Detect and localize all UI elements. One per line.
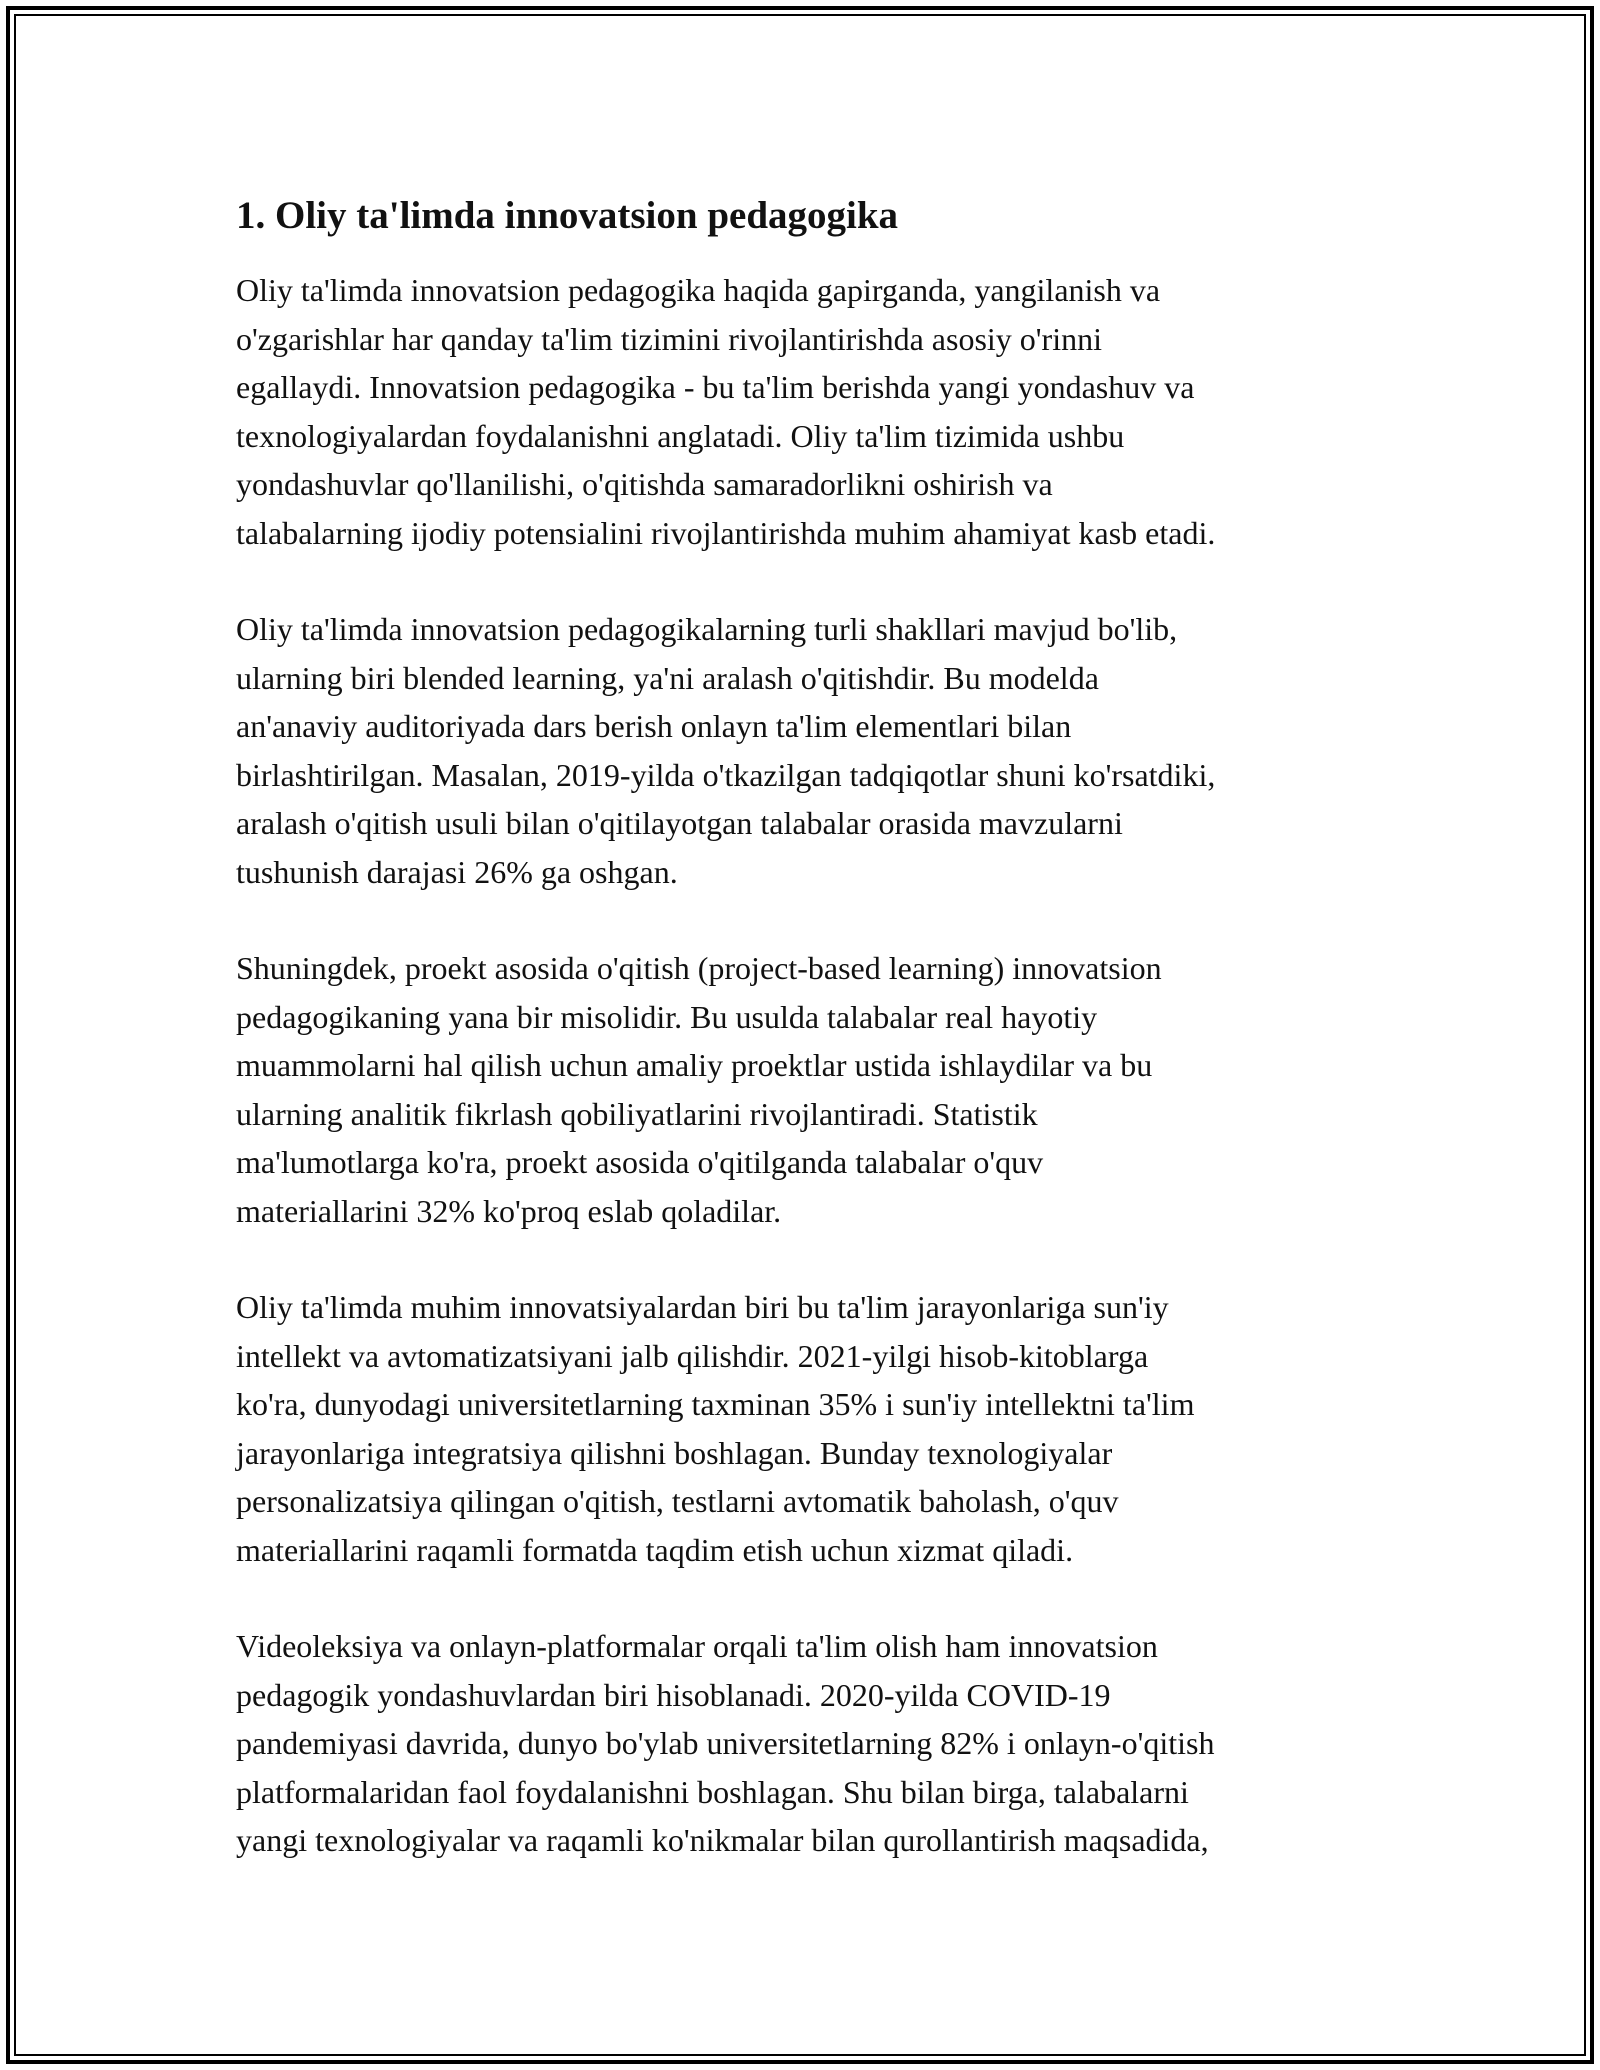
text-line: pedagogik yondashuvlardan biri hisoblanadi. 2020-yilda COVID-19 xyxy=(236,1676,1111,1713)
paragraph-list xyxy=(236,266,1386,1865)
text-line: ularning analitik fikrlash qobiliyatlarini rivojlantiradi. Statistik xyxy=(236,1095,1038,1132)
text-line: materiallarini 32% ko'proq eslab qoladilar. xyxy=(236,1192,782,1229)
text-line: intellekt va avtomatizatsiyani jalb qilishdir. 2021-yilgi hisob-kitoblarga xyxy=(236,1337,1149,1374)
text-line: pandemiyasi davrida, dunyo bo'ylab universitetlarning 82% i onlayn-o'qitish xyxy=(236,1725,1215,1761)
text-line: jarayonlariga integratsiya qilishni boshlagan. Bunday texnologiyalar xyxy=(236,1434,1113,1471)
paragraph xyxy=(236,266,1386,557)
text-line: birlashtirilgan. Masalan, 2019-yilda o'tkazilgan tadqiqotlar shuni ko'rsatdiki, xyxy=(236,756,1216,793)
text-line: aralash o'qitish usuli bilan o'qitilayotgan talabalar orasida mavzularni xyxy=(236,805,1123,841)
text-line: muammolarni hal qilish uchun amaliy proektlar ustida ishlaydilar va bu xyxy=(236,1047,1153,1083)
paragraph xyxy=(236,1622,1386,1865)
section-heading: 1. Oliy ta'limda innovatsion pedagogika xyxy=(236,194,899,237)
paragraph xyxy=(236,944,1386,1235)
text-line: Oliy ta'limda innovatsion pedagogika haqida gapirganda, yangilanish va xyxy=(236,272,1161,308)
text-line: Videoleksiya va onlayn-platformalar orqali ta'lim olish ham innovatsion xyxy=(236,1628,1158,1664)
text-line: platformalaridan faol foydalanishni boshlagan. Shu bilan birga, talabalarni xyxy=(236,1773,1189,1810)
paragraph xyxy=(236,1283,1386,1574)
text-line: ularning biri blended learning, ya'ni aralash o'qitishdir. Bu modelda xyxy=(236,659,1099,696)
text-line: o'zgarishlar har qanday ta'lim tizimini rivojlantirishda asosiy o'rinni xyxy=(236,320,1102,357)
text-line: pedagogikaning yana bir misolidir. Bu usulda talabalar real hayotiy xyxy=(236,998,1098,1035)
text-line: yangi texnologiyalar va raqamli ko'nikmalar bilan qurollantirish maqsadida, xyxy=(236,1822,1209,1858)
text-line: personalizatsiya qilingan o'qitish, testlarni avtomatik baholash, o'quv xyxy=(236,1483,1119,1519)
text-line: ma'lumotlarga ko'ra, proekt asosida o'qitilganda talabalar o'quv xyxy=(236,1144,1044,1180)
text-line: ko'ra, dunyodagi universitetlarning taxminan 35% i sun'iy intellektni ta'lim xyxy=(236,1386,1195,1422)
text-line: materiallarini raqamli formatda taqdim etish uchun xizmat qiladi. xyxy=(236,1531,1074,1568)
text-line: egallaydi. Innovatsion pedagogika - bu ta'lim berishda yangi yondashuv va xyxy=(236,369,1195,405)
text-line: yondashuvlar qo'llanilishi, o'qitishda samaradorlikni oshirish va xyxy=(236,466,1053,502)
text-line: tushunish darajasi 26% ga oshgan. xyxy=(236,853,678,890)
text-line: texnologiyalardan foydalanishni anglatadi. Oliy ta'lim tizimida ushbu xyxy=(236,417,1125,454)
text-line: Oliy ta'limda innovatsion pedagogikalarning turli shakllari mavjud bo'lib, xyxy=(236,611,1178,647)
document-body xyxy=(236,188,1386,1913)
paragraph xyxy=(236,605,1386,896)
text-line: talabalarning ijodiy potensialini rivojlantirishda muhim ahamiyat kasb etadi. xyxy=(236,514,1216,551)
text-line: Oliy ta'limda muhim innovatsiyalardan biri bu ta'lim jarayonlariga sun'iy xyxy=(236,1289,1169,1325)
text-line: Shuningdek, proekt asosida o'qitish (project-based learning) innovatsion xyxy=(236,950,1162,986)
text-line: an'anaviy auditoriyada dars berish onlayn ta'lim elementlari bilan xyxy=(236,708,1072,744)
